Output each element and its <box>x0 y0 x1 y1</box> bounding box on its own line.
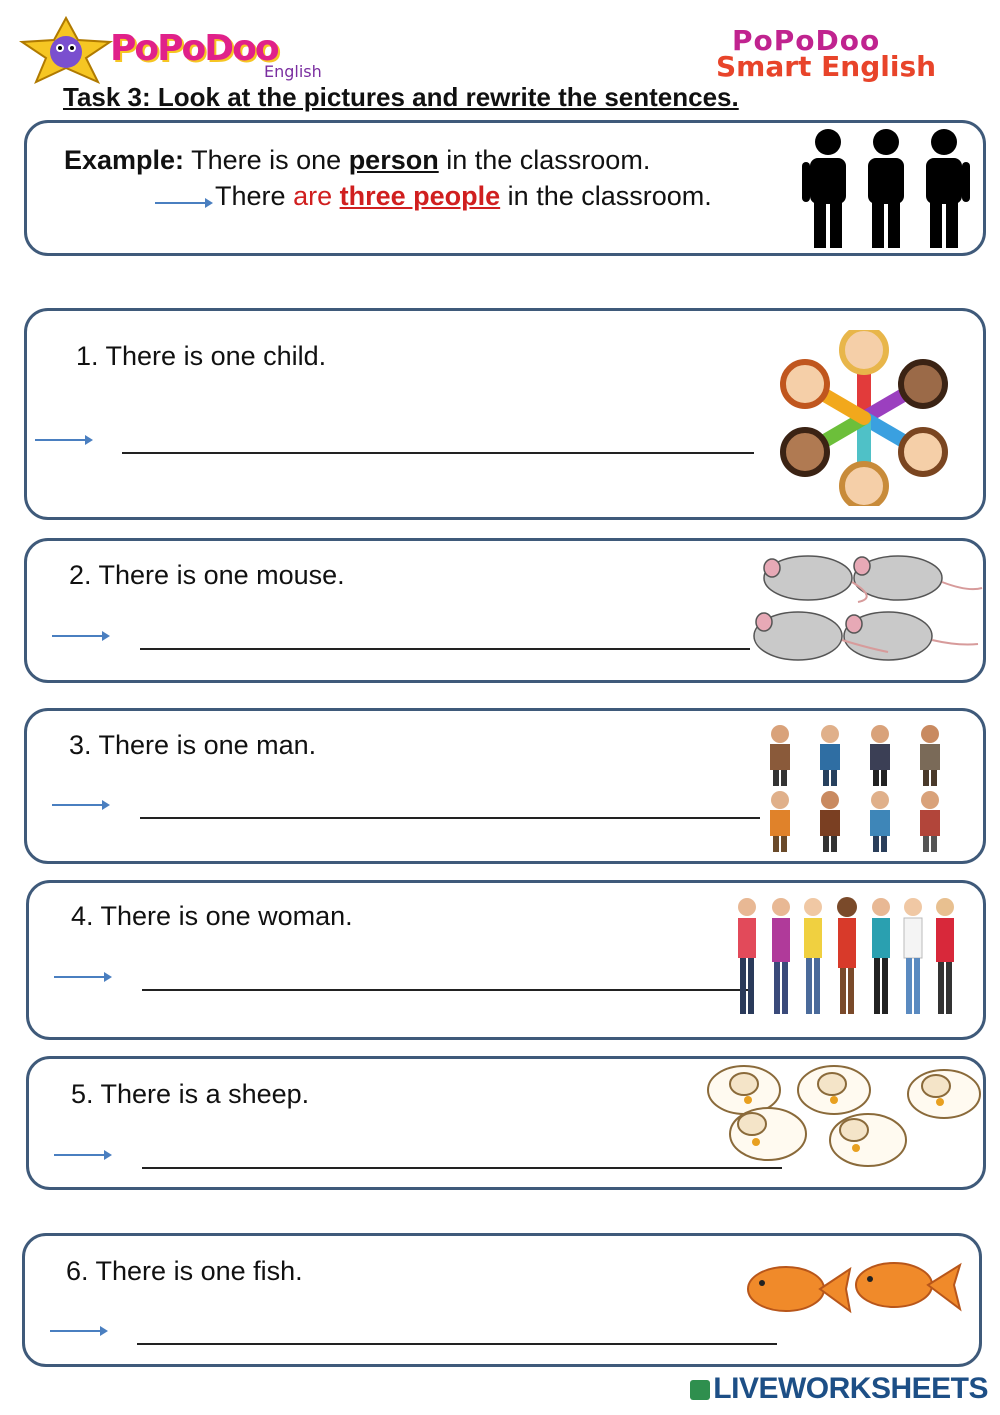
example-line1-a: There is one <box>191 145 342 175</box>
three-people-silhouette-icon <box>800 124 972 250</box>
four-mice-image <box>738 548 984 666</box>
example-label: Example: <box>64 145 185 175</box>
item-2-answer-line[interactable] <box>140 648 750 650</box>
children-circle-image <box>772 330 956 506</box>
star-mascot-icon <box>18 14 118 84</box>
item-6-arrow-icon <box>50 1325 108 1337</box>
example-line2-a: There <box>215 181 286 211</box>
right-logo-line2: Smart English <box>716 50 937 83</box>
right-logo-line1: PoPoDoo <box>732 24 881 57</box>
example-line2-are: are <box>293 181 333 211</box>
item-2-arrow-icon <box>52 630 110 642</box>
item-1-answer-line[interactable] <box>122 452 754 454</box>
popodoo-logo-right <box>716 24 991 84</box>
item-5-answer-line[interactable] <box>142 1167 782 1169</box>
item-6-sentence: 6. There is one fish. <box>66 1256 303 1286</box>
popodoo-logo-left <box>18 14 323 84</box>
task-title: Task 3: Look at the pictures and rewrite the sentences. <box>63 82 739 112</box>
five-sheep-image <box>704 1060 984 1170</box>
seven-women-image <box>730 896 974 1020</box>
item-5-sentence: 5. There is a sheep. <box>71 1079 310 1109</box>
left-logo-sub: English <box>264 62 322 81</box>
item-4-arrow-icon <box>54 971 112 983</box>
item-6-answer-line[interactable] <box>137 1343 777 1345</box>
item-2-sentence: 2. There is one mouse. <box>69 560 345 590</box>
example-keyword-three-people: three people <box>339 181 501 211</box>
item-1-sentence: 1. There is one child. <box>76 341 327 371</box>
item-4-answer-line[interactable] <box>142 989 752 991</box>
item-3-sentence: 3. There is one man. <box>69 730 317 760</box>
item-3-answer-line[interactable] <box>140 817 760 819</box>
example-line2-d: in the classroom. <box>507 181 712 211</box>
left-logo-word: PoPoDoo <box>110 28 278 69</box>
item-3-arrow-icon <box>52 799 110 811</box>
example-line-2 <box>215 181 712 212</box>
example-arrow-icon <box>155 197 213 209</box>
item-1-arrow-icon <box>35 434 93 446</box>
item-5-arrow-icon <box>54 1149 112 1161</box>
example-keyword-person: person <box>348 145 439 175</box>
eight-men-image <box>756 720 966 856</box>
item-4-sentence: 4. There is one woman. <box>71 901 353 931</box>
example-line-1 <box>64 145 650 176</box>
liveworksheets-footer <box>690 1372 988 1406</box>
two-fish-image <box>746 1255 966 1323</box>
liveworksheets-logo-icon <box>690 1380 710 1400</box>
footer-text: LIVEWORKSHEETS <box>713 1372 988 1405</box>
example-line1-c: in the classroom. <box>446 145 651 175</box>
